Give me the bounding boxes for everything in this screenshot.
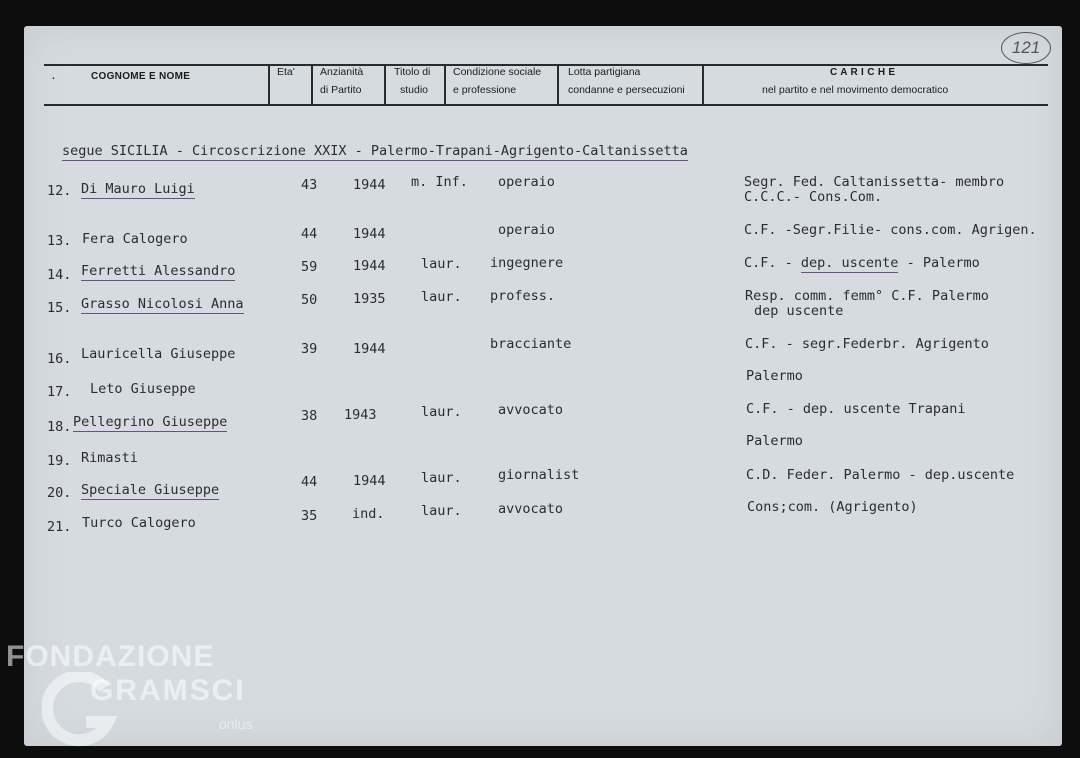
age-cell: 59 [301,259,318,275]
header-condizione-1: Condizione sociale [453,66,542,78]
cariche-cell: C.F. - dep. uscente Trapani [746,401,966,417]
row-number: 14. [47,267,72,283]
header-anzianita-2: di Partito [320,84,362,96]
profession-cell: avvocato [498,501,564,517]
cariche-cell [744,255,980,271]
row-number: 12. [47,183,72,199]
header-divider [384,64,386,106]
age-cell: 38 [301,408,318,424]
age-cell: 35 [301,508,318,524]
person-name: Di Mauro Luigi [81,181,195,197]
row-number: 13. [47,233,72,249]
study-title-cell: laur. [421,256,462,272]
cariche-cell: Segr. Fed. Caltanissetta- membro [744,174,1005,190]
cariche-cell: C.F. -Segr.Filie- cons.com. Agrigen. [744,222,1037,238]
header-divider [702,64,704,106]
person-name: Turco Calogero [82,515,196,531]
row-number: 20. [47,485,72,501]
party-year-cell: 1944 [353,258,386,274]
person-name: Rimasti [81,450,138,466]
header-lotta-1: Lotta partigiana [568,66,641,78]
row-number: 19. [47,453,72,469]
header-condizione-2: e professione [453,84,517,96]
age-cell: 44 [301,474,318,490]
profession-cell: giornalist [498,467,580,483]
profession-cell: operaio [498,174,555,190]
study-title-cell: laur. [421,503,462,519]
party-year-cell: 1944 [353,226,386,242]
cariche-part: - Palermo [898,255,980,271]
cariche-cell: Resp. comm. femm° C.F. Palermo [745,288,989,304]
party-year-cell: 1943 [344,407,377,423]
cariche-cell: C.D. Feder. Palermo - dep.uscente [746,467,1015,483]
profession-cell: operaio [498,222,555,238]
profession-cell: bracciante [490,336,572,352]
person-name: Ferretti Alessandro [81,263,236,279]
header-cariche-2: nel partito e nel movimento democratico [762,84,949,96]
header-eta: Eta' [277,66,295,78]
cariche-cell: Palermo [746,433,803,449]
header-divider [268,64,270,106]
header-cariche-1: C A R I C H E [830,67,896,78]
profession-cell: ingegnere [490,255,564,271]
cariche-underlined: dep. uscente [800,255,899,271]
cariche-cell: C.F. - segr.Federbr. Agrigento [745,336,989,352]
row-number: 16. [47,351,72,367]
cariche-cell-line2: C.C.C.- Cons.Com. [744,189,883,205]
person-name: Speciale Giuseppe [81,482,220,498]
person-name: Lauricella Giuseppe [81,346,236,362]
profession-cell: profess. [490,288,556,304]
age-cell: 39 [301,341,318,357]
fondazione-gramsci-watermark [4,640,274,750]
row-number: 17. [47,384,72,400]
party-year-cell: ind. [352,506,385,522]
age-cell: 44 [301,226,318,242]
cariche-cell-line2: dep uscente [754,303,844,319]
watermark-line3: onlus [219,716,253,732]
row-number: 21. [47,519,72,535]
study-title-cell: laur. [421,470,462,486]
party-year-cell: 1944 [353,473,386,489]
age-cell: 43 [301,177,318,193]
header-titolo-2: studio [400,84,429,96]
header-titolo-1: Titolo di [394,66,431,78]
section-title-text: segue SICILIA - Circoscrizione XXIX - Palermo-Trapani-Agrigento-Caltanissetta [62,143,688,159]
study-title-cell: laur. [421,404,462,420]
header-divider [311,64,313,106]
age-cell: 50 [301,292,318,308]
person-name: Leto Giuseppe [90,381,196,397]
row-number: 18. [47,419,72,435]
header-anzianita-1: Anzianità [320,66,364,78]
person-name: Fera Calogero [82,231,188,247]
person-name: Grasso Nicolosi Anna [81,296,244,312]
party-year-cell: 1944 [353,177,386,193]
cariche-part: C.F. - [744,255,801,271]
section-title [62,143,688,159]
study-title-cell: m. Inf. [411,174,468,190]
cariche-cell: Cons;com. (Agrigento) [747,499,918,515]
header-name: COGNOME E NOME [91,71,191,82]
person-name: Pellegrino Giuseppe [73,414,228,430]
party-year-cell: 1935 [353,291,386,307]
watermark-line2: GRAMSCI [90,674,246,707]
row-number: 15. [47,300,72,316]
header-divider [444,64,446,106]
page-number-stamp: 121 [1001,32,1051,64]
header-bottom-rule [44,104,1048,106]
cariche-cell: Palermo [746,368,803,384]
profession-cell: avvocato [498,402,564,418]
party-year-cell: 1944 [353,341,386,357]
header-bullet: . [52,71,56,82]
header-divider [557,64,559,106]
watermark-line1: FONDAZIONE [6,640,215,673]
study-title-cell: laur. [421,289,462,305]
header-top-rule [44,64,1048,66]
header-lotta-2: condanne e persecuzioni [568,84,685,96]
